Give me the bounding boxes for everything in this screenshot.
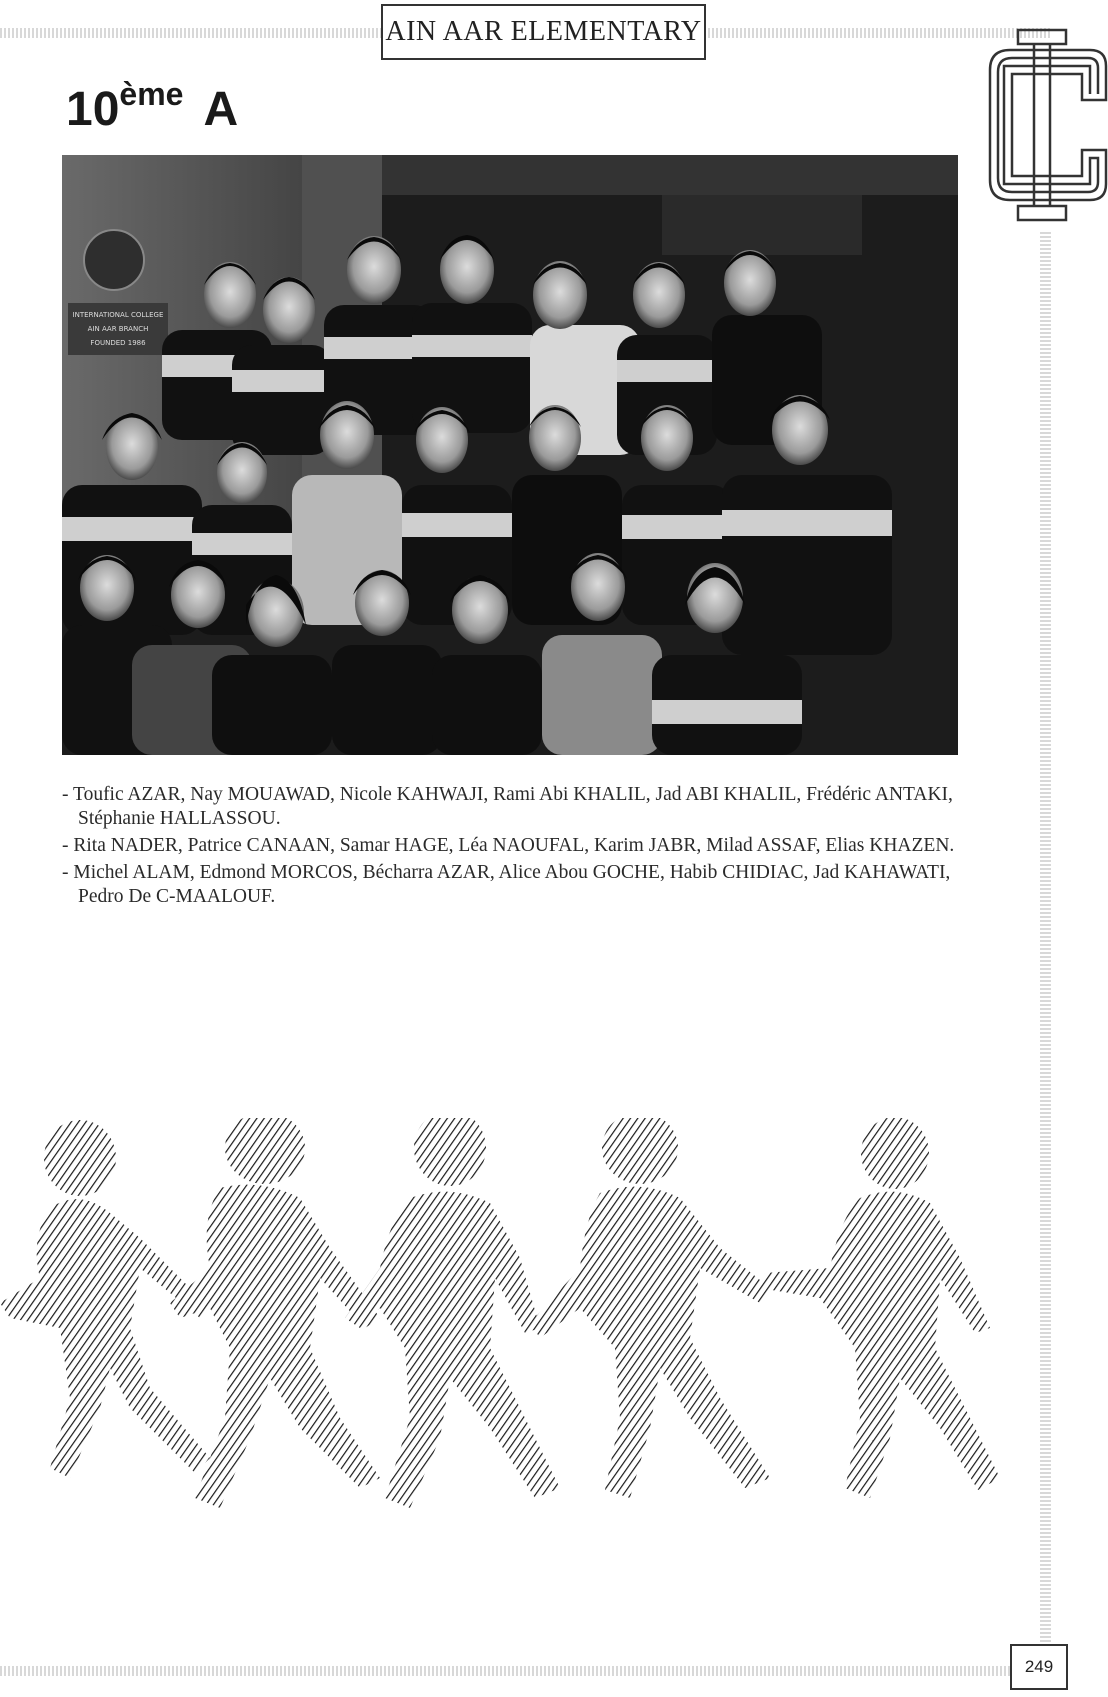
ic-monogram-icon [984,20,1108,230]
right-rule [1040,230,1051,1670]
class-title [66,76,239,136]
bottom-rule [0,1666,1010,1676]
class-photo [62,155,958,755]
school-header [381,4,706,60]
class-number: 10 [66,83,120,136]
class-superscript: ème [119,76,184,112]
dancing-children-illustration [0,1118,1000,1508]
back-row-names: - Toufic AZAR, Nay MOUAWAD, Nicole KAHWAJI, Rami Abi KHALIL, Jad ABI KHALIL, Frédéric ANTAKI, Stéphanie HALLASSOU. [62,784,953,829]
wall-sign-line-1: INTERNATIONAL COLLEGE [72,311,164,319]
class-section: A [203,83,239,136]
student-names-caption [62,783,962,912]
front-row-names: - Michel ALAM, Edmond MORCOS, Bécharra AZAR, Alice Abou GOCHE, Habib CHIDIAC, Jad KAHAWATI, Pedro De C-MAALOUF. [62,862,951,907]
page-number: 249 [1024,1657,1054,1676]
middle-row-names: - Rita NADER, Patrice CANAAN, Samar HAGE, Léa NAOUFAL, Karim JABR, Milad ASSAF, Elias KHAZEN. [62,835,955,856]
school-name: AIN AAR ELEMENTARY [385,16,702,47]
wall-sign-line-2: AIN AAR BRANCH [87,325,149,333]
wall-sign-line-3: FOUNDED 1986 [90,339,146,347]
page-number-box [1010,1644,1068,1690]
